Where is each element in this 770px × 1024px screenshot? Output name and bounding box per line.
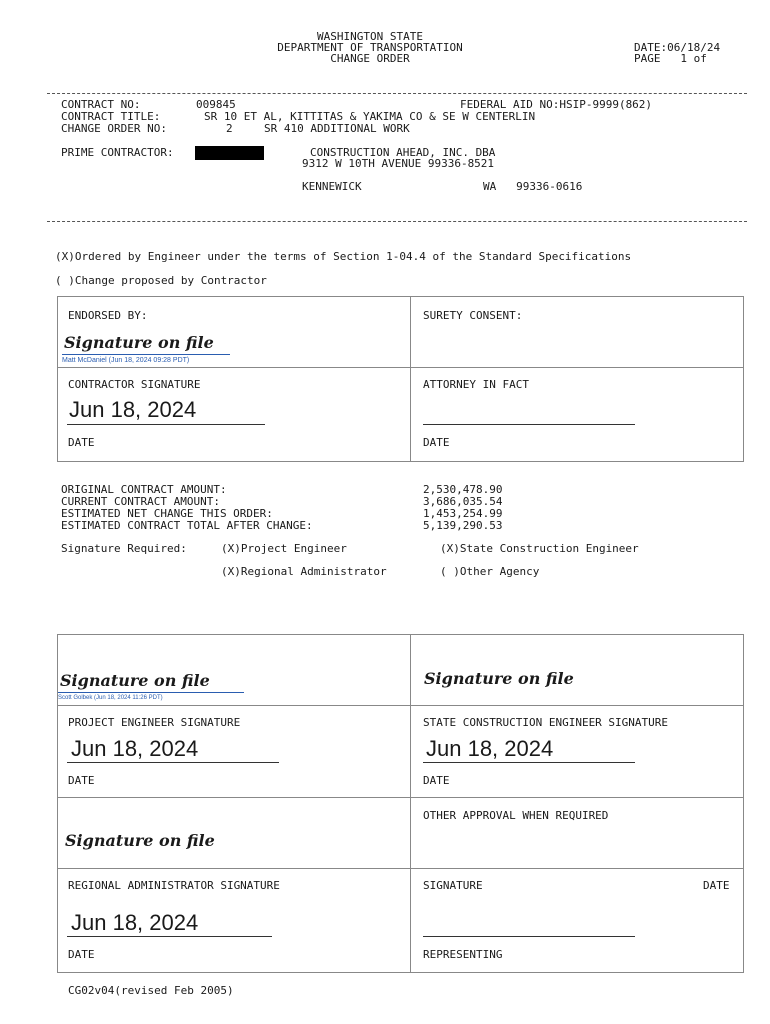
state-construction-signature: Signature on file xyxy=(424,669,574,688)
surety-consent-label: SURETY CONSENT: xyxy=(423,309,523,322)
contract-no: 009845 xyxy=(196,98,236,111)
contractor-signer-meta: Matt McDaniel (Jun 18, 2024 09:28 PDT) xyxy=(62,357,190,364)
net-change-label: ESTIMATED NET CHANGE THIS ORDER: xyxy=(61,507,273,520)
divider-top xyxy=(47,93,747,94)
state-construction-label: STATE CONSTRUCTION ENGINEER SIGNATURE xyxy=(423,716,669,729)
change-order-no: 2 xyxy=(226,122,233,135)
ordered-by-engineer: (X)Ordered by Engineer under the terms of Section 1-04.4 of the Standard Specifications xyxy=(55,250,632,263)
other-signature-label: SIGNATURE xyxy=(423,879,483,892)
regional-admin-label: REGIONAL ADMINISTRATOR SIGNATURE xyxy=(68,879,280,892)
signature-required-label: Signature Required: xyxy=(61,542,187,555)
contractor-signature-line xyxy=(62,354,230,355)
page-number: PAGE 1 of xyxy=(634,52,707,65)
contract-title: SR 10 ET AL, KITTITAS & YAKIMA CO & SE W CENTERLIN xyxy=(204,110,536,123)
redaction-block xyxy=(195,146,264,160)
form-id: CG02v04(revised Feb 2005) xyxy=(68,984,234,997)
prime-contractor-label: PRIME CONTRACTOR: xyxy=(61,146,174,159)
prime-contractor-city: KENNEWICK xyxy=(302,180,362,193)
required-state-construction: (X)State Construction Engineer xyxy=(440,542,639,555)
contractor-date-label: DATE xyxy=(68,436,95,449)
regional-admin-date-label: DATE xyxy=(68,948,95,961)
endorsement-row-line xyxy=(57,367,743,368)
state-construction-date-value: Jun 18, 2024 xyxy=(426,736,554,761)
header-date: DATE:06/18/24 xyxy=(634,41,721,54)
federal-aid-no: FEDERAL AID NO:HSIP-9999(862) xyxy=(460,98,653,111)
approvals-row-line-3 xyxy=(57,868,743,869)
contractor-date-line xyxy=(67,424,265,425)
net-change-amount: 1,453,254.99 xyxy=(423,507,503,520)
endorsed-by-label: ENDORSED BY: xyxy=(68,309,148,322)
original-amount: 2,530,478.90 xyxy=(423,483,503,496)
state-construction-date-label: DATE xyxy=(423,774,450,787)
current-amount-label: CURRENT CONTRACT AMOUNT: xyxy=(61,495,220,508)
divider-middle xyxy=(47,221,747,222)
approvals-row-line-1 xyxy=(57,705,743,706)
agency-line1: WASHINGTON STATE xyxy=(317,30,423,43)
change-order-label: CHANGE ORDER NO: xyxy=(61,122,167,135)
regional-admin-date-line xyxy=(67,936,272,937)
contractor-signature: Signature on file xyxy=(64,333,214,352)
approvals-row-line-2 xyxy=(57,797,743,798)
change-proposed: ( )Change proposed by Contractor xyxy=(55,274,267,287)
total-after-change-label: ESTIMATED CONTRACT TOTAL AFTER CHANGE: xyxy=(61,519,313,532)
state-construction-date-line xyxy=(423,762,635,763)
project-engineer-signature-line xyxy=(58,692,244,693)
prime-contractor-name: CONSTRUCTION AHEAD, INC. DBA xyxy=(310,146,496,159)
other-approval-label: OTHER APPROVAL WHEN REQUIRED xyxy=(423,809,609,822)
required-project-engineer: (X)Project Engineer xyxy=(221,542,347,555)
total-after-change-amount: 5,139,290.53 xyxy=(423,519,503,532)
regional-admin-signature: Signature on file xyxy=(65,831,215,850)
contract-no-label: CONTRACT NO: xyxy=(61,98,141,111)
attorney-date-label: DATE xyxy=(423,436,450,449)
other-signature-line xyxy=(423,936,635,937)
endorsement-divider xyxy=(410,296,411,461)
project-engineer-label: PROJECT ENGINEER SIGNATURE xyxy=(68,716,241,729)
approvals-divider xyxy=(410,634,411,972)
contractor-signature-label: CONTRACTOR SIGNATURE xyxy=(68,378,201,391)
original-amount-label: ORIGINAL CONTRACT AMOUNT: xyxy=(61,483,227,496)
representing-label: REPRESENTING xyxy=(423,948,503,961)
attorney-in-fact-label: ATTORNEY IN FACT xyxy=(423,378,529,391)
contractor-date-value: Jun 18, 2024 xyxy=(69,397,197,422)
other-signature-date-label: DATE xyxy=(703,879,730,892)
attorney-date-line xyxy=(423,424,635,425)
project-engineer-date-value: Jun 18, 2024 xyxy=(71,736,199,761)
prime-contractor-state-zip: WA 99336-0616 xyxy=(483,180,583,193)
project-engineer-date-line xyxy=(67,762,279,763)
regional-admin-date-value: Jun 18, 2024 xyxy=(71,910,199,935)
agency-line2: DEPARTMENT OF TRANSPORTATION xyxy=(277,41,463,54)
current-amount: 3,686,035.54 xyxy=(423,495,503,508)
project-engineer-signature: Signature on file xyxy=(60,671,210,690)
project-engineer-date-label: DATE xyxy=(68,774,95,787)
doc-type: CHANGE ORDER xyxy=(330,52,410,65)
required-other-agency: ( )Other Agency xyxy=(440,565,540,578)
project-engineer-signer-meta: Scott Golbek (Jun 18, 2024 11:26 PDT) xyxy=(58,695,163,701)
required-regional-admin: (X)Regional Administrator xyxy=(221,565,387,578)
prime-contractor-address: 9312 W 10TH AVENUE 99336-8521 xyxy=(302,157,495,170)
contract-title-label: CONTRACT TITLE: xyxy=(61,110,161,123)
change-order-desc: SR 410 ADDITIONAL WORK xyxy=(264,122,410,135)
